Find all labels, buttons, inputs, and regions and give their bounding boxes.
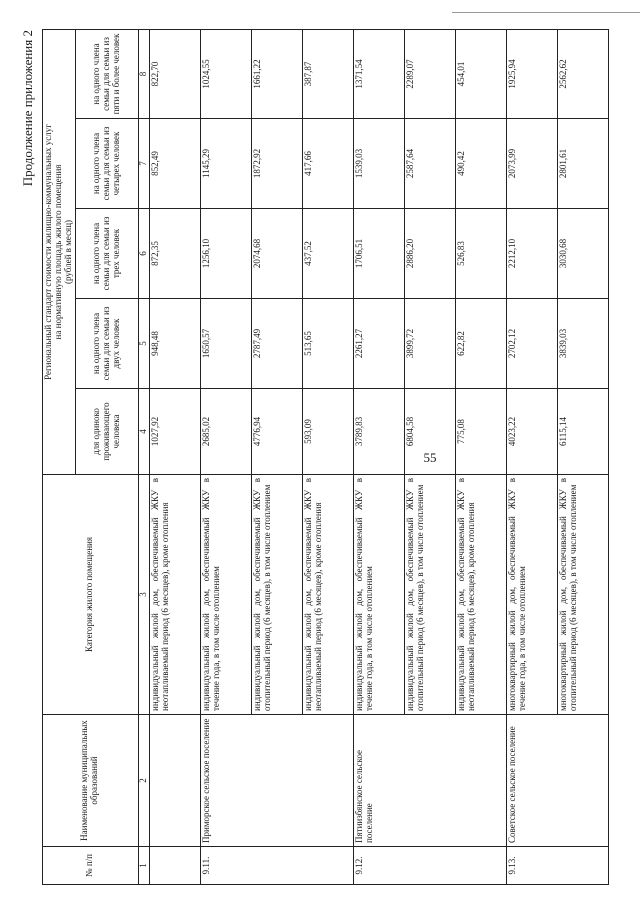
row-category: многоквартирный жилой дом, обеспечиваемый ЖКУ в течение года, в том числе отоплением bbox=[506, 475, 557, 715]
row-num: 9.11. bbox=[200, 847, 353, 885]
row-category: индивидуальный жилой дом, обеспечиваемый ЖКУ в неотапливаемый период (6 месяцев), кроме отопления bbox=[455, 475, 506, 715]
col-number: 4 bbox=[138, 389, 149, 475]
row-value: 4776,94 bbox=[251, 389, 302, 475]
row-municipality: Советское сельское поселение bbox=[506, 715, 608, 847]
header-standard-line2: на нормативную площадь жилого помещения bbox=[52, 164, 63, 340]
row-value: 2073,99 bbox=[506, 119, 557, 209]
row-value: 852,49 bbox=[149, 119, 200, 209]
table-row bbox=[506, 29, 557, 884]
col-number: 5 bbox=[138, 299, 149, 389]
row-value: 6804,58 bbox=[404, 389, 455, 475]
col-number: 3 bbox=[138, 475, 149, 715]
page-number: 55 bbox=[423, 450, 437, 465]
row-value: 3030,68 bbox=[557, 209, 608, 299]
row-value: 1539,03 bbox=[353, 119, 404, 209]
row-value: 822,70 bbox=[149, 29, 200, 118]
row-category: индивидуальный жилой дом, обеспечиваемый ЖКУ в течение года, в том числе отоплением bbox=[200, 475, 251, 715]
row-value: 526,83 bbox=[455, 209, 506, 299]
header-name: Наименование муниципальных образований bbox=[43, 715, 139, 847]
row-category: индивидуальный жилой дом, обеспечиваемый ЖКУ в отопительный период (6 месяцев), в том числе отоплением bbox=[404, 475, 455, 715]
row-value: 454,01 bbox=[455, 29, 506, 118]
row-category: индивидуальный жилой дом, обеспечиваемый ЖКУ в отопительный период (6 месяцев), в том числе отоплением bbox=[251, 475, 302, 715]
row-value: 2212,10 bbox=[506, 209, 557, 299]
row-category: индивидуальный жилой дом, обеспечиваемый ЖКУ в течение года, в том числе отоплением bbox=[353, 475, 404, 715]
row-category: индивидуальный жилой дом, обеспечиваемый ЖКУ в неотапливаемый период (6 месяцев), кроме отопления bbox=[149, 475, 200, 715]
col-number: 6 bbox=[138, 209, 149, 299]
row-category: индивидуальный жилой дом, обеспечиваемый ЖКУ в неотапливаемый период (6 месяцев), кроме отопления bbox=[302, 475, 353, 715]
row-value: 1027,92 bbox=[149, 389, 200, 475]
row-value: 2787,49 bbox=[251, 299, 302, 389]
header-standard-line1: Региональный стандарт стоимости жилищно-коммунальных услуг bbox=[43, 124, 53, 380]
row-value: 593,09 bbox=[302, 389, 353, 475]
header-standard bbox=[43, 29, 76, 474]
appendix-title: Продолжение приложения 2 bbox=[20, 30, 35, 187]
row-value: 2261,27 bbox=[353, 299, 404, 389]
row-value: 417,66 bbox=[302, 119, 353, 209]
row-value: 6115,14 bbox=[557, 389, 608, 475]
header-col-five: на одного члена семьи для семьи из пяти и более человек bbox=[75, 29, 138, 118]
row-value: 2886,20 bbox=[404, 209, 455, 299]
row-municipality: Пятиизбянское сельское поселение bbox=[353, 715, 506, 847]
row-value: 513,65 bbox=[302, 299, 353, 389]
row-value: 1650,57 bbox=[200, 299, 251, 389]
header-col-single: для одиноко проживающего человека bbox=[75, 389, 138, 475]
header-col-three: на одного члена семьи для семьи из трех человек bbox=[75, 209, 138, 299]
row-value: 1661,22 bbox=[251, 29, 302, 118]
header-col-two: на одного члена семьи для семьи из двух человек bbox=[75, 299, 138, 389]
row-value: 2587,64 bbox=[404, 119, 455, 209]
header-num: № п/п bbox=[43, 847, 139, 885]
row-value: 1371,54 bbox=[353, 29, 404, 118]
row-num bbox=[149, 847, 200, 885]
row-value: 622,82 bbox=[455, 299, 506, 389]
row-value: 3899,72 bbox=[404, 299, 455, 389]
table-row bbox=[149, 29, 200, 884]
row-value: 1256,10 bbox=[200, 209, 251, 299]
standards-table bbox=[42, 29, 609, 885]
rotated-content bbox=[20, 30, 620, 885]
row-num: 9.13. bbox=[506, 847, 608, 885]
row-value: 2685,02 bbox=[200, 389, 251, 475]
row-value: 1706,51 bbox=[353, 209, 404, 299]
col-number: 8 bbox=[138, 29, 149, 118]
row-municipality bbox=[149, 715, 200, 847]
row-num: 9.12. bbox=[353, 847, 506, 885]
row-value: 1872,92 bbox=[251, 119, 302, 209]
header-category: Категория жилого помещения bbox=[43, 475, 139, 715]
table-row bbox=[353, 29, 404, 884]
row-value: 3789,83 bbox=[353, 389, 404, 475]
row-value: 872,35 bbox=[149, 209, 200, 299]
row-value: 2801,61 bbox=[557, 119, 608, 209]
row-value: 4023,22 bbox=[506, 389, 557, 475]
row-value: 2702,12 bbox=[506, 299, 557, 389]
row-category: многоквартирный жилой дом, обеспечиваемый ЖКУ в отопительный период (6 месяцев), в том числе отоплением bbox=[557, 475, 608, 715]
col-number: 2 bbox=[138, 715, 149, 847]
row-value: 2074,68 bbox=[251, 209, 302, 299]
row-value: 490,42 bbox=[455, 119, 506, 209]
header-col-four: на одного члена семьи для семьи из четырех человек bbox=[75, 119, 138, 209]
row-value: 775,08 bbox=[455, 389, 506, 475]
col-number: 1 bbox=[138, 847, 149, 885]
row-municipality: Приморское сельское поселение bbox=[200, 715, 353, 847]
row-value: 3839,03 bbox=[557, 299, 608, 389]
row-value: 1024,55 bbox=[200, 29, 251, 118]
row-value: 1925,94 bbox=[506, 29, 557, 118]
header-standard-line3: (рублей в месяц) bbox=[62, 219, 73, 285]
row-value: 2562,62 bbox=[557, 29, 608, 118]
row-value: 437,52 bbox=[302, 209, 353, 299]
row-value: 1145,29 bbox=[200, 119, 251, 209]
row-value: 2289,07 bbox=[404, 29, 455, 118]
row-value: 387,87 bbox=[302, 29, 353, 118]
table-row bbox=[200, 29, 251, 884]
row-value: 948,48 bbox=[149, 299, 200, 389]
col-number: 7 bbox=[138, 119, 149, 209]
